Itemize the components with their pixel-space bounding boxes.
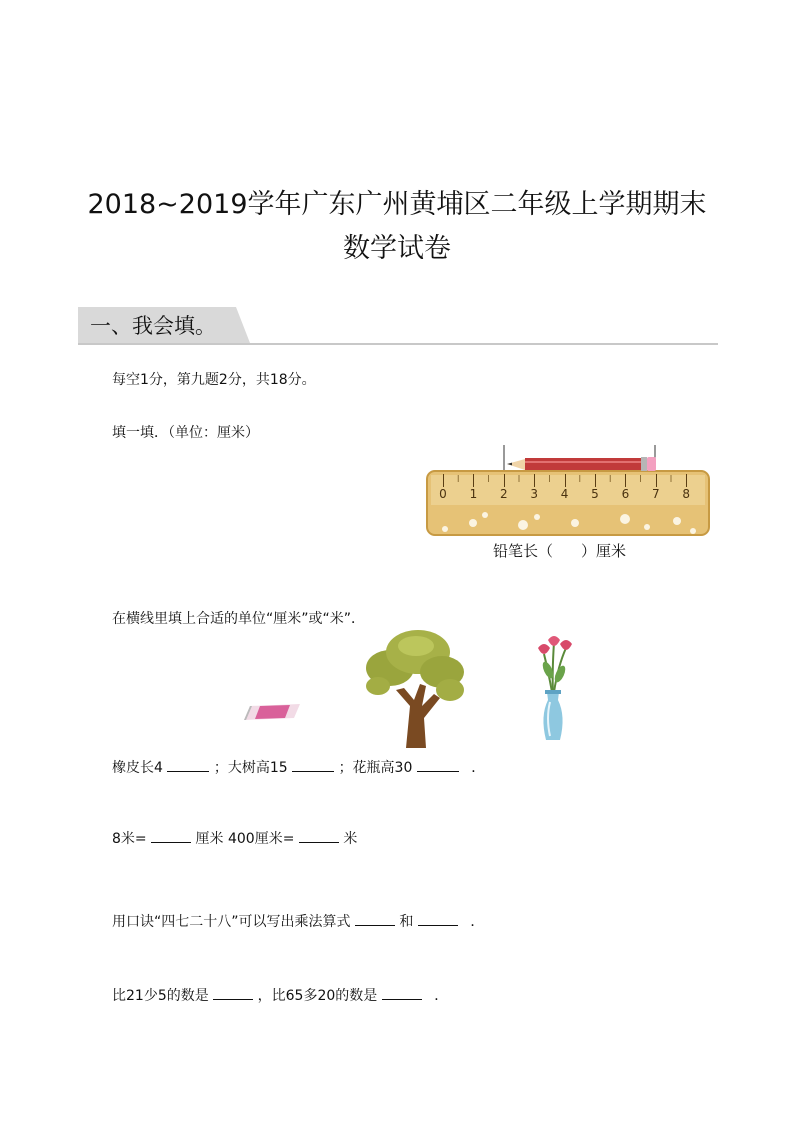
ruler-tick-label: 2 <box>499 487 508 501</box>
ruler-tick-label: 8 <box>682 487 690 501</box>
ruler-tick-label: 5 <box>591 487 599 501</box>
q3-line <box>112 828 357 849</box>
eraser-text: 橡皮长4 <box>112 760 163 776</box>
q2-prompt: 在横线里填上合适的单位“厘米”或“米”． <box>112 611 366 627</box>
q4-blank-2[interactable] <box>418 911 458 926</box>
eraser-illustration <box>240 702 302 722</box>
ruler-major-tick <box>565 474 566 487</box>
ruler-tick-label: 1 <box>469 487 478 501</box>
q5-blank-1[interactable] <box>213 985 253 1000</box>
ruler-tick-label: 4 <box>560 487 569 501</box>
q3-part1: 8米= <box>112 831 147 847</box>
eraser-unit-blank[interactable] <box>167 757 209 772</box>
q4-blank-1[interactable] <box>355 911 395 926</box>
ruler-tick-label: 7 <box>651 487 660 501</box>
q1-prompt: 填一填．（单位：厘米） <box>112 425 259 441</box>
page-title-line2: 数学试卷 <box>343 233 451 264</box>
q5-line <box>112 985 448 1006</box>
q5-blank-2[interactable] <box>382 985 422 1000</box>
ruler-tick-label: 0 <box>439 487 447 501</box>
ruler-major-tick <box>534 474 535 487</box>
q5-end: ． <box>434 988 449 1004</box>
ruler-major-tick <box>656 474 657 487</box>
q4-text-b: 和 <box>399 914 414 930</box>
q3-part2: 厘米 400厘米= <box>195 831 295 847</box>
q5-text-b: ，比65多20的数是 <box>257 988 378 1004</box>
q4-end: ． <box>470 914 485 930</box>
vase-unit-blank[interactable] <box>417 757 459 772</box>
q2-answer-line <box>112 757 485 778</box>
ruler-major-tick <box>443 474 444 487</box>
q3-blank-1[interactable] <box>151 828 191 843</box>
caption-right: ）厘米 <box>581 542 627 560</box>
q3-blank-2[interactable] <box>299 828 339 843</box>
tree-text: ；大树高15 <box>213 760 288 776</box>
ruler-major-tick <box>625 474 626 487</box>
pencil-length-caption <box>493 541 626 561</box>
tree-unit-blank[interactable] <box>292 757 334 772</box>
ruler-major-tick <box>595 474 596 487</box>
q4-line <box>112 911 484 932</box>
q5-text-a: 比21少5的数是 <box>112 988 209 1004</box>
vase-illustration <box>528 630 580 742</box>
caption-left: 铅笔长（ <box>493 542 554 560</box>
ruler-tick-label: 3 <box>530 487 538 501</box>
tree-illustration <box>360 628 468 748</box>
section-heading: 一、我会填。 <box>90 314 216 338</box>
ruler-tick-label: 6 <box>621 487 630 501</box>
ruler-major-tick <box>504 474 505 487</box>
section-instructions: 每空1分，第九题2分，共18分。 <box>112 372 316 388</box>
ruler-major-tick <box>473 474 474 487</box>
q3-part3: 米 <box>343 831 358 847</box>
page-title-line1: 2018~2019学年广东广州黄埔区二年级上学期期末 <box>87 189 707 220</box>
vase-text: ；花瓶高30 <box>338 760 413 776</box>
q4-text-a: 用口诀“四七二十八”可以写出乘法算式 <box>112 914 351 930</box>
q2-end: ． <box>471 760 486 776</box>
ruler-major-tick <box>686 474 687 487</box>
